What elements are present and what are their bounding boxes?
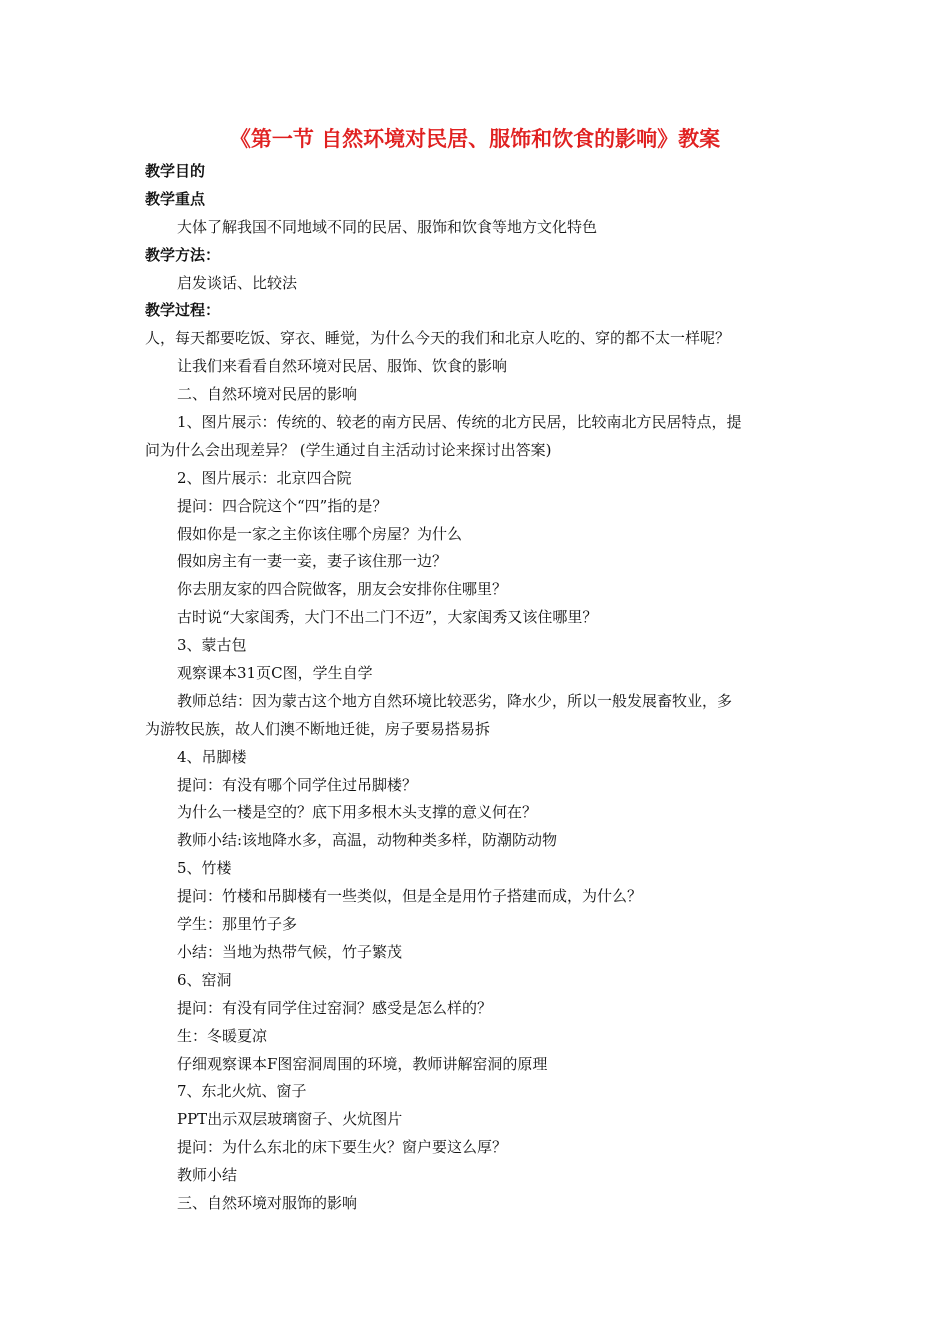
text-line: 3、蒙古包: [177, 636, 247, 655]
text-line: 大体了解我国不同地域不同的民居、服饰和饮食等地方文化特色: [177, 217, 598, 236]
text-line: 人，每天都要吃饭、穿衣、睡觉，为什么今天的我们和北京人吃的、穿的都不太一样呢？: [145, 329, 731, 348]
text-line: 假如房主有一妻一妾，妻子该住那一边？: [177, 552, 448, 571]
text-line: 观察课本31页C图，学生自学: [177, 664, 373, 683]
text-line: 让我们来看看自然环境对民居、服饰、饮食的影响: [177, 357, 508, 376]
text-line: 6、窑洞: [177, 970, 232, 989]
text-line: 5、竹楼: [177, 859, 232, 878]
text-line: 提问：竹楼和吊脚楼有一些类似，但是全是用竹子搭建而成，为什么？: [177, 887, 643, 906]
section-heading: 教学方法：: [145, 245, 221, 264]
text-line: 1、图片展示：传统的、较老的南方民居、传统的北方民居，比较南北方民居特点，提: [177, 413, 742, 432]
text-line: 教师小结: [177, 1166, 238, 1185]
text-line: 仔细观察课本F图窑洞周围的环境，教师讲解窑洞的原理: [177, 1054, 548, 1073]
text-line: 二、自然环境对民居的影响: [177, 385, 358, 404]
text-line: 提问：有没有同学住过窑洞？感受是怎么样的？: [177, 998, 493, 1017]
section-heading: 教学过程：: [145, 301, 221, 320]
text-line: PPT出示双层玻璃窗子、火炕图片: [177, 1110, 403, 1129]
text-line: 提问：有没有哪个同学住过吊脚楼？: [177, 775, 418, 794]
document-body: [145, 158, 810, 1218]
text-line: 为游牧民族，故人们澳不断地迁徙，房子要易搭易拆: [145, 719, 491, 738]
document-title: 《第一节 自然环境对民居、服饰和饮食的影响》教案: [229, 127, 721, 151]
text-line: 小结：当地为热带气候，竹子繁茂: [177, 942, 403, 961]
text-line: 教师总结：因为蒙古这个地方自然环境比较恶劣，降水少，所以一般发展畜牧业，多: [177, 691, 733, 710]
text-line: 生：冬暖夏凉: [177, 1026, 268, 1045]
text-line: 三、自然环境对服饰的影响: [177, 1193, 358, 1212]
text-line: 古时说“大家闺秀，大门不出二门不迈”，大家闺秀又该住哪里？: [177, 608, 598, 627]
text-line: 2、图片展示：北京四合院: [177, 468, 352, 487]
section-heading: 教学重点: [145, 189, 206, 208]
text-line: 启发谈话、比较法: [177, 273, 298, 292]
text-line: 提问：四合院这个“四”指的是？: [177, 496, 388, 515]
text-line: 提问：为什么东北的床下要生火？窗户要这么厚？: [177, 1138, 508, 1157]
text-line: 7、东北火炕、窗子: [177, 1082, 307, 1101]
text-line: 学生：那里竹子多: [177, 915, 298, 934]
text-line: 4、吊脚楼: [177, 747, 247, 766]
text-line: 你去朋友家的四合院做客，朋友会安排你住哪里？: [177, 580, 508, 599]
text-line: 教师小结:该地降水多，高温，动物种类多样，防潮防动物: [177, 831, 558, 850]
text-line: 假如你是一家之主你该住哪个房屋？为什么: [177, 524, 463, 543]
text-line: 问为什么会出现差异？ (学生通过自主活动讨论来探讨出答案): [145, 440, 552, 459]
section-heading: 教学目的: [145, 162, 206, 180]
text-line: 为什么一楼是空的？底下用多根木头支撑的意义何在？: [177, 803, 538, 822]
